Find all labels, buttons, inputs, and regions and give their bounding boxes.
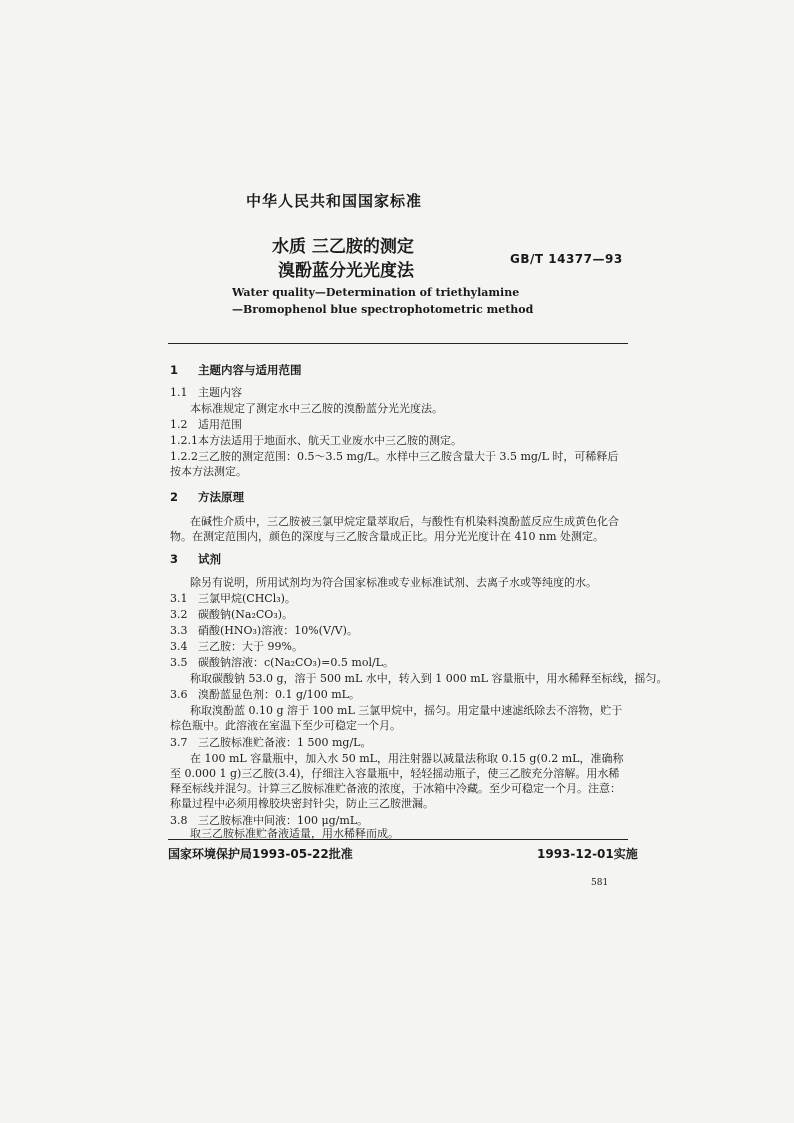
page-number: 581: [591, 878, 609, 888]
section-number: 1: [170, 363, 179, 377]
clause-3-4: [170, 639, 303, 654]
section-number: 3: [170, 552, 179, 566]
clause-text: 硝酸(HNO₃)溶液：10%(V/V)。: [198, 624, 358, 637]
title-line-1: 水质 三乙胺的测定: [272, 237, 414, 257]
clause-text: 三氯甲烷(CHCl₃)。: [198, 592, 296, 605]
section-2-text: 在碱性介质中，三乙胺被三氯甲烷定量萃取后，与酸性有机染料溴酚蓝反应生成黄色化合物。在测定范围内，颜色的深度与三乙胺含量成正比。用分光光度计在 410 nm 处测定。: [170, 515, 619, 543]
clause-3-8-text: 取三乙胺标准贮备液适量，用水稀释而成。: [190, 827, 399, 840]
clause-3-5-text: 称取碳酸钠 53.0 g，溶于 500 mL 水中，转入到 1 000 mL 容量瓶中，用水稀释至标线，摇匀。: [190, 672, 668, 685]
clause-1-2-1: [170, 433, 462, 448]
clause-text: 溴酚蓝显色剂：0.1 g/100 mL。: [198, 688, 360, 701]
clause-3-7: [170, 735, 371, 750]
clause-1-1-text: 本标准规定了测定水中三乙胺的溴酚蓝分光光度法。: [190, 402, 443, 415]
clause-number: 3.1: [170, 592, 188, 605]
clause-text: 碳酸钠溶液：c(Na₂CO₃)=0.5 mol/L。: [198, 656, 394, 669]
section-2-heading: [170, 489, 244, 505]
clause-number: 3.2: [170, 608, 188, 621]
clause-3-5: [170, 655, 394, 670]
header-divider: [168, 343, 628, 344]
section-title: 方法原理: [198, 490, 244, 504]
title-line-2: 溴酚蓝分光光度法: [278, 261, 414, 281]
section-number: 2: [170, 490, 179, 504]
clause-text: 本方法适用于地面水、航天工业废水中三乙胺的测定。: [198, 434, 462, 447]
reagents-intro: 除另有说明，所用试剂均为符合国家标准或专业标准试剂、去离子水或等纯度的水。: [190, 576, 597, 589]
clause-3-3: [170, 623, 358, 638]
clause-number: 3.4: [170, 640, 188, 653]
clause-number: 1.2.2: [170, 450, 198, 463]
clause-title: 主题内容: [198, 386, 242, 399]
clause-number: 1.1: [170, 386, 188, 399]
clause-text: 三乙胺标准中间液：100 μg/mL。: [198, 814, 369, 827]
clause-number: 3.6: [170, 688, 188, 701]
clause-number: 3.3: [170, 624, 188, 637]
section-title: 试剂: [198, 552, 221, 566]
clause-1-1: [170, 385, 242, 400]
english-title-line-2: —Bromophenol blue spectrophotometric method: [232, 303, 534, 316]
clause-1-2: [170, 417, 242, 432]
clause-number: 1.2: [170, 418, 188, 431]
clause-text: 三乙胺标准贮备液：1 500 mg/L。: [198, 736, 372, 749]
footer-divider: [168, 839, 628, 840]
section-title: 主题内容与适用范围: [198, 363, 302, 377]
clause-3-6-text: 称取溴酚蓝 0.10 g 溶于 100 mL 三氯甲烷中，摇匀。用定量中速滤纸除去不溶物，贮于棕色瓶中。此溶液在室温下至少可稳定一个月。: [170, 704, 623, 732]
standard-name: 中华人民共和国国家标准: [246, 192, 423, 210]
clause-3-2: [170, 607, 293, 622]
section-3-heading: [170, 551, 221, 567]
clause-3-1: [170, 591, 296, 606]
english-title-line-1: Water quality—Determination of triethylamine: [232, 286, 520, 299]
clause-number: 3.8: [170, 814, 188, 827]
clause-3-7-text: 在 100 mL 容量瓶中，加入水 50 mL，用注射器以减量法称取 0.15 g(0.2 mL，准确称至 0.000 1 g)三乙胺(3.4)，仔细注入容量瓶中，轻轻摇动瓶子，使三乙胺充分溶解。用水稀释至标线并混匀。计算三乙胺标准贮备液的浓度，于冰箱中冷藏。至少可稳定一个月。注意：称量过程中必须用橡胶块密封针尖，防止三乙胺泄漏。: [170, 752, 624, 810]
clause-title: 适用范围: [198, 418, 242, 431]
approval-date: 国家环境保护局1993-05-22批准: [168, 847, 353, 861]
clause-number: 3.5: [170, 656, 188, 669]
standard-code: GB/T 14377—93: [510, 252, 623, 266]
clause-number: 1.2.1: [170, 434, 198, 447]
implementation-date: 1993-12-01实施: [537, 847, 638, 861]
clause-text: 碳酸钠(Na₂CO₃)。: [198, 608, 294, 621]
clause-text: 三乙胺的测定范围：0.5～3.5 mg/L。水样中三乙胺含量大于 3.5 mg/L 时，可稀释后按本方法测定。: [170, 450, 619, 478]
clause-text: 三乙胺：大于 99%。: [198, 640, 303, 653]
clause-1-2-2: [170, 449, 626, 479]
clause-number: 3.7: [170, 736, 188, 749]
section-1-heading: [170, 362, 302, 378]
clause-3-6: [170, 687, 360, 702]
